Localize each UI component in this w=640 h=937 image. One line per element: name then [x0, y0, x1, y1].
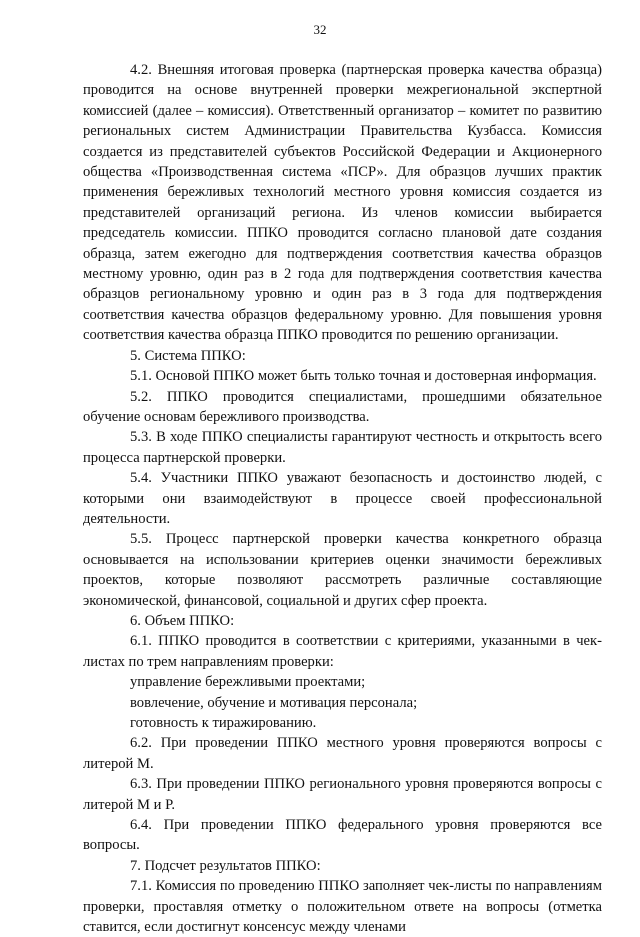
paragraph-6-1: 6.1. ППКО проводится в соответствии с критериями, указанными в чек-листах по трем направлениям проверки: — [83, 633, 602, 670]
paragraph-6-4: 6.4. При проведении ППКО федерального уровня проверяются все вопросы. — [83, 817, 602, 854]
list-item: управление бережливыми проектами; — [130, 674, 366, 691]
paragraph-6-2: 6.2. При проведении ППКО местного уровня проверяются вопросы с литерой М. — [83, 735, 602, 772]
paragraph-5-2: 5.2. ППКО проводится специалистами, прошедшими обязательное обучение основам бережливого производства. — [83, 388, 602, 425]
list-item: вовлечение, обучение и мотивация персонала; — [130, 694, 418, 711]
paragraph-7-1: 7.1. Комиссия по проведению ППКО заполняет чек-листы по направлениям проверки, проставляя отметку о положительном ответе на вопросы (отметка ставится, если достигнут консенсус между членами — [83, 878, 602, 936]
heading-6: 6. Объем ППКО: — [130, 612, 235, 629]
paragraph-5-1: 5.1. Основой ППКО может быть только точная и достоверная информация. — [130, 368, 597, 385]
document-body — [83, 60, 602, 937]
heading-7: 7. Подсчет результатов ППКО: — [130, 857, 321, 874]
paragraph-5-3: 5.3. В ходе ППКО специалисты гарантируют честность и открытость всего процесса партнерской проверки. — [83, 429, 602, 466]
paragraph-4-2: 4.2. Внешняя итоговая проверка (партнерская проверка качества образца) проводится на основе внутренней проверки межрегиональной экспертной комиссией (далее – комиссия). Ответственный организатор – комитет по развитию региональных систем Администрации Правительства Кузбасса. Комиссия создается из представителей субъектов Российской Федерации и Акционерного общества «Производственная система «ПСР». Для образцов лучших практик применения бережливых технологий местного уровня комиссия создается из представителей организаций региона. Из членов комиссии выбирается председатель комиссии. ППКО проводится согласно плановой дате создания образца, затем ежегодно для подтверждения соответствия качества образцов местному уровню, один раз в 2 года для подтверждения соответствия качества образцов региональному уровню и один раз в 3 года для подтверждения соответствия качества образцов федеральному уровню. Для повышения уровня соответствия качества образца ППКО проводится по решению организации. — [83, 62, 602, 344]
paragraph-5-5: 5.5. Процесс партнерской проверки качества конкретного образца основывается на использовании критериев оценки значимости бережливых проектов, которые позволяют рассмотреть различные составляющие экономической, финансовой, социальной и других сфер проекта. — [83, 531, 602, 609]
page-number: 32 — [313, 22, 327, 37]
paragraph-6-3: 6.3. При проведении ППКО регионального уровня проверяются вопросы с литерой М и Р. — [83, 776, 602, 813]
paragraph-5-4: 5.4. Участники ППКО уважают безопасность и достоинство людей, с которыми они взаимодействуют в процессе своей профессиональной деятельности. — [83, 470, 602, 527]
heading-5: 5. Система ППКО: — [130, 347, 246, 364]
list-item: готовность к тиражированию. — [130, 715, 317, 731]
